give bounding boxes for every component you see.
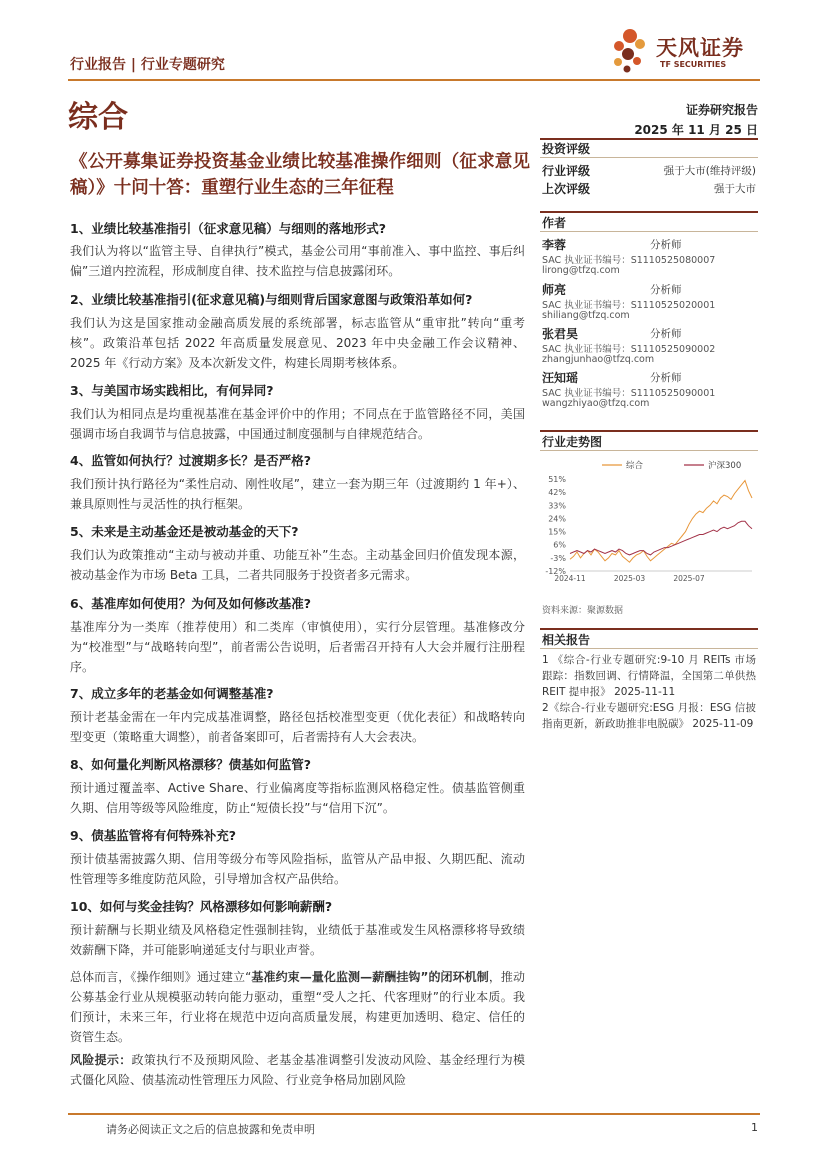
risk-text: 政策执行不及预期风险、老基金基准调整引发波动风险、基金经理行为模式僵化风险、债基流动性管理压力风险、行业竞争格局加剧风险 [70,1053,525,1087]
brand-name-cn: 天风证券 [656,36,744,60]
question-6: 6、基准库如何使用？为何及如何修改基准? [70,596,311,611]
answer-10: 预计薪酬与长期业绩及风格稳定性强制挂钩，业绩低于基准或发生风格漂移将导致绩效薪酬下降，并可能影响递延支付与职业声誉。 [70,923,525,957]
brand-name-en: TF SECURITIES [660,60,727,69]
authors-rule [540,231,758,232]
author-email[interactable]: lirong@tfzq.com [542,265,620,276]
sector-title: 综合 [68,100,128,135]
legend-label: 沪深300 [708,461,742,471]
x-tick-label: 2025-07 [673,574,705,583]
author-email[interactable]: shiliang@tfzq.com [542,310,630,321]
author-role: 分析师 [650,284,682,296]
brand-logo [610,26,760,76]
author-cert: SAC 执业证书编号：S1110525090001 [542,388,716,399]
summary-post: ，推动公募基金行业从规模驱动转向能力驱动，重塑“受人之托、代客理财”的行业本质。我们预计，未来三年，行业将在规范中迈向高质量发展，构建更加透明、稳定、信任的资管生态。 [70,970,525,1044]
summary-pre: 总体而言，《操作细则》通过建立“ [70,970,252,984]
question-1: 1、业绩比较基准指引（征求意见稿）与细则的落地形式? [70,221,386,236]
related-report-1[interactable]: 1 《综合-行业专题研究:9-10 月 REITs 市场跟踪：指数回调、行情降温，全国第二单供热 REIT 提申报》 2025-11-11 [542,654,756,698]
trend-heading: 行业走势图 [542,435,603,449]
x-tick-label: 2025-03 [613,574,646,583]
author-name: 汪知瑶 [542,371,579,385]
question-4: 4、监管如何执行？过渡期多长？是否严格? [70,453,311,468]
series-line [570,521,752,555]
author-1 [542,236,758,280]
trend-rule [540,450,758,451]
author-name: 李蓉 [542,238,567,252]
y-tick-label: 33% [548,501,566,511]
report-title: 《公开募集证券投资基金业绩比较基准操作细则（征求意见稿）》十问十答：重塑行业生态的三年征程 [70,152,530,198]
y-tick-label: 6% [553,540,566,550]
rating-heading: 投资评级 [542,142,591,156]
report-category: 行业报告 | 行业专题研究 [70,57,225,73]
question-9: 9、债基监管将有何特殊补充? [70,828,236,843]
header-rule [68,79,760,81]
y-tick-label: 42% [548,488,566,498]
y-tick-label: -12% [545,567,566,576]
authors-top-rule [540,211,758,213]
trend-top-rule [540,430,758,432]
author-role: 分析师 [650,239,682,251]
author-email[interactable]: zhangjunhao@tfzq.com [542,354,655,365]
answer-5: 我们认为政策推动“主动与被动并重、功能互补”生态。主动基金回归价值发现本源，被动基金作为市场 Beta 工具，二者共同服务于投资者多元需求。 [70,548,525,582]
question-5: 5、未来是主动基金还是被动基金的天下? [70,524,299,539]
author-role: 分析师 [650,328,682,340]
industry-trend-chart [540,455,758,585]
related-report-2[interactable]: 2《综合-行业专题研究:ESG 月报：ESG 信披指南更新，新政助推非电脱碳》 2025-11-09 [542,702,756,730]
summary-bold: 基准约束—量化监测—薪酬挂钩”的闭环机制 [251,970,489,984]
author-cert: SAC 执业证书编号：S1110525080007 [542,255,716,266]
author-cert: SAC 执业证书编号：S1110525020001 [542,300,716,311]
rating-rule [540,157,758,158]
answer-2: 我们认为这是国家推动金融高质发展的系统部署，标志监管从“重审批”转向“重考核”。政策沿革包括 2022 年高质量发展意见、2023 年中央金融工作会议精神、2025 年《行动方案》及本次新发文件，构建长周期考核体系。 [70,316,525,370]
question-7: 7、成立多年的老基金如何调整基准? [70,686,274,701]
answer-8: 预计通过覆盖率、Active Share、行业偏离度等指标监测风格稳定性。债基监管侧重久期、信用等级等风险维度，防止“短债长投”与“信用下沉”。 [70,781,525,815]
y-tick-label: 51% [548,475,566,484]
trend-source: 资料来源：聚源数据 [542,606,624,616]
x-tick-label: 2024-11 [554,574,586,583]
report-type: 证券研究报告 [685,103,758,117]
summary-paragraph [70,967,525,1047]
industry-rating-label: 行业评级 [542,164,591,178]
answer-1: 我们认为将以“监管主导、自律执行”模式，基金公司用“事前准入、事中监控、事后纠偏”三道内控流程，形成制度自律、技术监控与信息披露闭环。 [70,244,525,278]
author-3 [542,325,758,369]
authors-heading: 作者 [542,216,567,230]
answer-3: 我们认为相同点是均重视基准在基金评价中的作用；不同点在于监管路径不同，美国强调市场自我调节与信息披露，中国通过制度强制与自律规范结合。 [70,407,525,441]
related-rule [540,648,758,649]
question-2: 2、业绩比较基准指引(征求意见稿)与细则背后国家意图与政策沿革如何? [70,292,473,307]
related-top-rule [540,628,758,630]
previous-rating-value: 强于大市 [714,183,756,195]
answer-6: 基准库分为一类库（推荐使用）和二类库（审慎使用），实行分层管理。基准修改分为“校准型”与“战略转向型”，前者需公告说明，后者需召开持有人大会并履行注册程序。 [70,620,525,674]
question-10: 10、如何与奖金挂钩？风格漂移如何影响薪酬? [70,899,333,914]
answer-4: 我们预计执行路径为“柔性启动、刚性收尾”，建立一套为期三年（过渡期约 1 年+）、兼具原则性与灵活性的执行框架。 [70,477,525,511]
related-heading: 相关报告 [542,633,591,647]
question-8: 8、如何量化判断风格漂移？债基如何监管? [70,757,311,772]
author-name: 张君昊 [542,327,579,341]
question-3: 3、与美国市场实践相比，有何异同? [70,383,274,398]
page-number: 1 [751,1121,758,1134]
footer-disclaimer: 请务必阅读正文之后的信息披露和免责申明 [106,1123,315,1136]
risk-paragraph [70,1050,525,1090]
y-tick-label: 15% [548,527,566,537]
author-4 [542,369,758,413]
industry-rating-value: 强于大市(维持评级) [663,165,756,177]
previous-rating-label: 上次评级 [542,182,591,196]
author-cert: SAC 执业证书编号：S1110525090002 [542,344,716,355]
legend-label: 综合 [626,461,644,471]
author-role: 分析师 [650,372,682,384]
report-date: 2025 年 11 月 25 日 [634,123,758,137]
y-tick-label: -3% [550,553,566,563]
author-2 [542,281,758,325]
tf-logo-icon [610,26,654,76]
answer-9: 预计债基需披露久期、信用等级分布等风险指标，监管从产品申报、久期匹配、流动性管理等多维度防范风险，引导增加含权产品供给。 [70,852,525,886]
y-tick-label: 24% [548,514,566,524]
author-email[interactable]: wangzhiyao@tfzq.com [542,398,650,409]
footer-rule [68,1113,760,1115]
author-name: 师亮 [542,283,567,297]
answer-7: 预计老基金需在一年内完成基准调整，路径包括校准型变更（优化表征）和战略转向型变更（策略重大调整），前者备案即可，后者需持有人大会表决。 [70,710,525,744]
risk-label: 风险提示： [70,1053,132,1067]
